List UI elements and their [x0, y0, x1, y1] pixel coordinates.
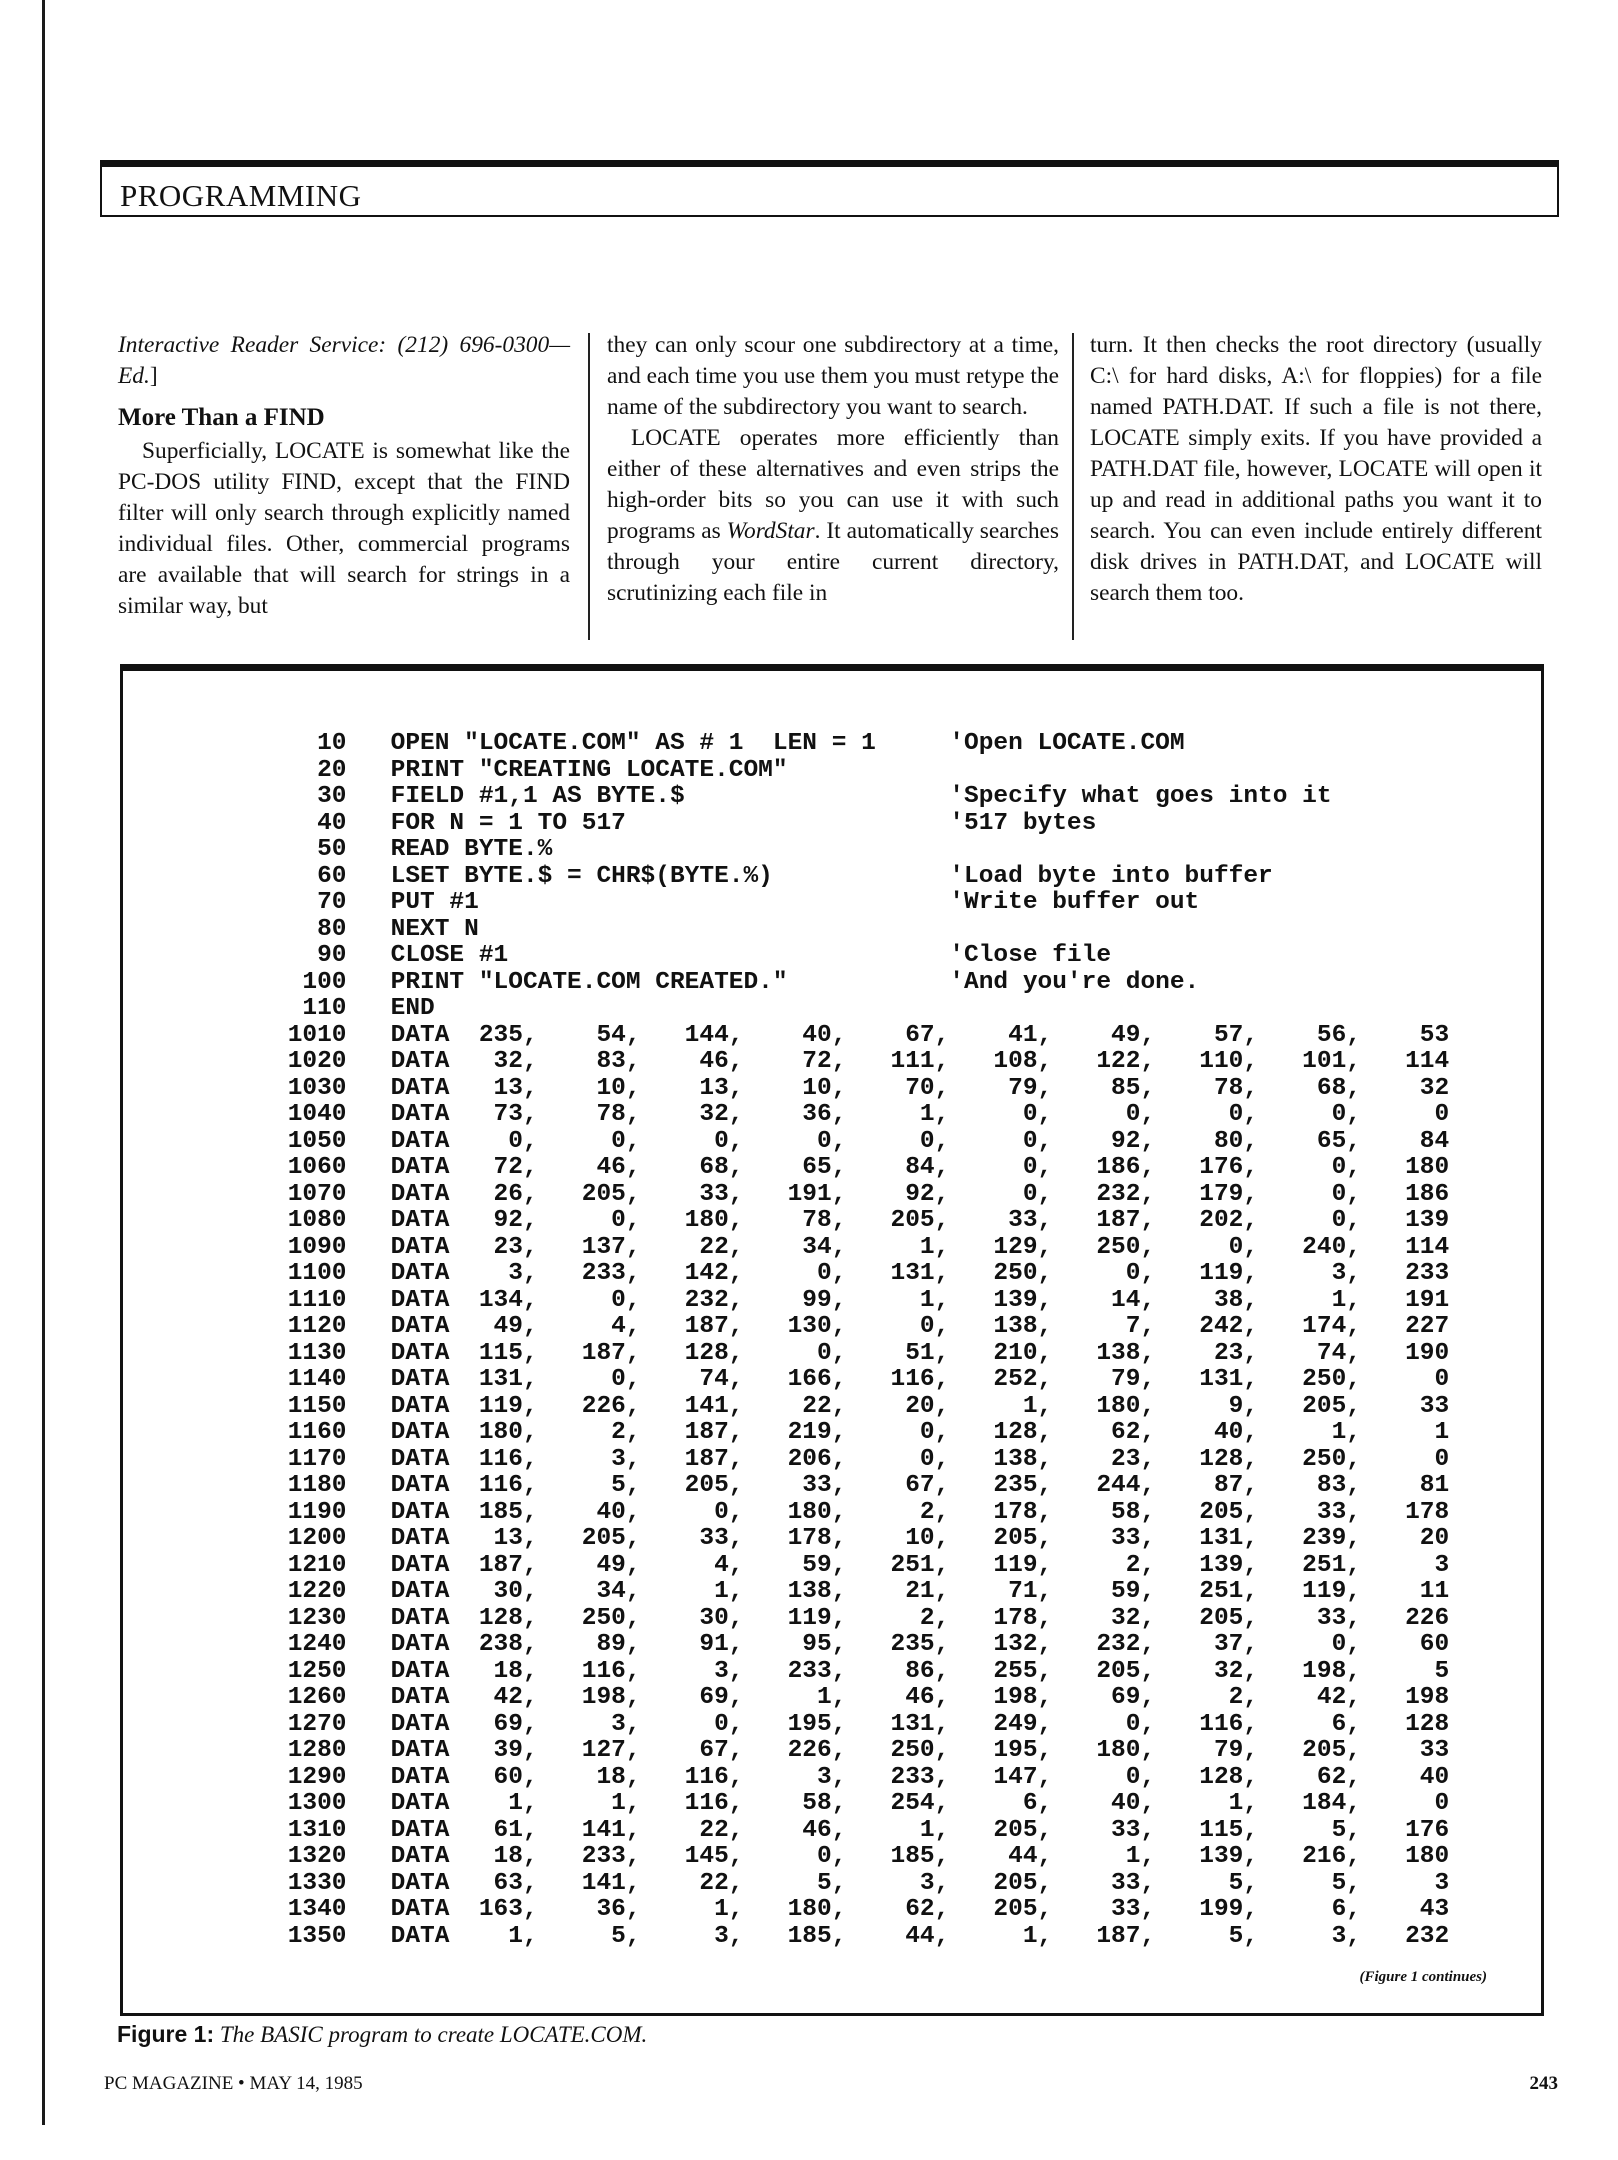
code-line-60: 60 LSET BYTE.$ = CHR$(BYTE.%) 'Load byte into buffer — [273, 862, 1273, 890]
column-divider-2 — [1072, 333, 1074, 640]
data-line-1030: 1030 DATA 13, 10, 13, 10, 70, 79, 85, 78, 68, 32 — [273, 1074, 1450, 1102]
column-divider-1 — [588, 333, 590, 640]
data-line-1320: 1320 DATA 18, 233, 145, 0, 185, 44, 1, 139, 216, 180 — [273, 1843, 1450, 1870]
figure-caption — [117, 2021, 647, 2048]
data-line-1330: 1330 DATA 63, 141, 22, 5, 3, 205, 33, 5, 5, 3 — [273, 1869, 1450, 1897]
col1-paragraph: Superficially, LOCATE is somewhat like the PC-DOS utility FIND, except that the FIND filter will only search through explicitly named individual files. Other, commercial programs are available that will search for strings in a similar way, but — [118, 438, 570, 619]
col2-paragraph-1: they can only scour one subdirectory at a time, and each time you use them you must retype the name of the subdirectory you want to search. — [607, 332, 1059, 420]
data-line-1230: 1230 DATA 128, 250, 30, 119, 2, 178, 32, 205, 33, 226 — [273, 1604, 1450, 1632]
code-line-90: 90 CLOSE #1 'Close file — [273, 942, 1112, 969]
data-line-1270: 1270 DATA 69, 3, 0, 195, 131, 249, 0, 116, 6, 128 — [273, 1710, 1450, 1738]
subheading: More Than a FIND — [118, 404, 325, 431]
data-line-1300: 1300 DATA 1, 1, 116, 58, 254, 6, 40, 1, 184, 0 — [273, 1790, 1450, 1817]
code-line-80: 80 NEXT N — [273, 915, 479, 943]
code-line-30: 30 FIELD #1,1 AS BYTE.$ 'Specify what goes into it — [273, 783, 1332, 810]
data-line-1070: 1070 DATA 26, 205, 33, 191, 92, 0, 232, 179, 0, 186 — [273, 1180, 1450, 1208]
data-line-1240: 1240 DATA 238, 89, 91, 95, 235, 132, 232, 37, 0, 60 — [273, 1631, 1450, 1658]
data-line-1120: 1120 DATA 49, 4, 187, 130, 0, 138, 7, 242, 174, 227 — [273, 1313, 1450, 1340]
data-line-1100: 1100 DATA 3, 233, 142, 0, 131, 250, 0, 119, 3, 233 — [273, 1260, 1450, 1287]
section-title: PROGRAMMING — [120, 178, 362, 213]
data-line-1170: 1170 DATA 116, 3, 187, 206, 0, 138, 23, 128, 250, 0 — [273, 1445, 1450, 1473]
data-line-1340: 1340 DATA 163, 36, 1, 180, 62, 205, 33, 199, 6, 43 — [273, 1896, 1450, 1923]
code-line-110: 110 END — [273, 995, 435, 1022]
data-line-1260: 1260 DATA 42, 198, 69, 1, 46, 198, 69, 2, 42, 198 — [273, 1684, 1450, 1711]
col2-paragraph-2: LOCATE operates more efficiently than either of these alternatives and even strips the high-order bits so you can use it with such programs as WordStar. It automatically searches through your entire current directory, scrutinizing each file in — [607, 425, 1060, 606]
data-line-1110: 1110 DATA 134, 0, 232, 99, 1, 139, 14, 38, 1, 191 — [273, 1286, 1450, 1314]
data-line-1310: 1310 DATA 61, 141, 22, 46, 1, 205, 33, 115, 5, 176 — [273, 1816, 1450, 1844]
data-line-1210: 1210 DATA 187, 49, 4, 59, 251, 119, 2, 139, 251, 3 — [273, 1551, 1450, 1579]
data-line-1250: 1250 DATA 18, 116, 3, 233, 86, 255, 205, 32, 198, 5 — [273, 1657, 1450, 1685]
data-line-1050: 1050 DATA 0, 0, 0, 0, 0, 0, 92, 80, 65, 84 — [273, 1127, 1450, 1155]
data-line-1350: 1350 DATA 1, 5, 3, 185, 44, 1, 187, 5, 3, 232 — [273, 1922, 1450, 1950]
data-line-1290: 1290 DATA 60, 18, 116, 3, 233, 147, 0, 128, 62, 40 — [273, 1763, 1450, 1791]
data-line-1080: 1080 DATA 92, 0, 180, 78, 205, 33, 187, 202, 0, 139 — [273, 1207, 1450, 1234]
text-column-1 — [118, 330, 570, 622]
code-line-100: 100 PRINT "LOCATE.COM CREATED." 'And you're done. — [273, 968, 1200, 996]
data-line-1130: 1130 DATA 115, 187, 128, 0, 51, 210, 138, 23, 74, 190 — [273, 1339, 1450, 1367]
binding-edge-line — [42, 0, 45, 2125]
data-line-1220: 1220 DATA 30, 34, 1, 138, 21, 71, 59, 251, 119, 11 — [273, 1578, 1450, 1605]
wordstar-title: WordStar — [726, 518, 815, 544]
figure-listing-box — [120, 664, 1544, 2016]
data-line-1160: 1160 DATA 180, 2, 187, 219, 0, 128, 62, 40, 1, 1 — [273, 1419, 1450, 1446]
code-line-40: 40 FOR N = 1 TO 517 '517 bytes — [273, 809, 1097, 837]
data-line-1040: 1040 DATA 73, 78, 32, 36, 1, 0, 0, 0, 0, 0 — [273, 1101, 1450, 1128]
data-line-1020: 1020 DATA 32, 83, 46, 72, 111, 108, 122, 110, 101, 114 — [273, 1048, 1450, 1075]
reader-service-note: Interactive Reader Service: (212) 696-0300—Ed. — [118, 332, 570, 389]
section-header — [100, 160, 1559, 217]
data-line-1280: 1280 DATA 39, 127, 67, 226, 250, 195, 180, 79, 205, 33 — [273, 1737, 1450, 1764]
data-line-1190: 1190 DATA 185, 40, 0, 180, 2, 178, 58, 205, 33, 178 — [273, 1498, 1450, 1526]
data-line-1180: 1180 DATA 116, 5, 205, 33, 67, 235, 244, 87, 83, 81 — [273, 1472, 1450, 1499]
figure-continues-note: (Figure 1 continues) — [1359, 1969, 1487, 1985]
footer-page-number: 243 — [1529, 2073, 1558, 2094]
text-column-3 — [1090, 330, 1542, 609]
text-column-2 — [607, 330, 1059, 609]
code-line-10: 10 OPEN "LOCATE.COM" AS # 1 LEN = 1 'Open LOCATE.COM — [273, 730, 1185, 757]
code-line-50: 50 READ BYTE.% — [273, 836, 553, 863]
code-line-20: 20 PRINT "CREATING LOCATE.COM" — [273, 756, 788, 784]
figure-caption-text: The BASIC program to create LOCATE.COM. — [219, 2022, 648, 2047]
data-line-1140: 1140 DATA 131, 0, 74, 166, 116, 252, 79, 131, 250, 0 — [273, 1366, 1450, 1393]
code-line-70: 70 PUT #1 'Write buffer out — [273, 889, 1200, 916]
footer-magazine: PC MAGAZINE • MAY 14, 1985 — [104, 2073, 363, 2094]
data-line-1010: 1010 DATA 235, 54, 144, 40, 67, 41, 49, 57, 56, 53 — [273, 1021, 1450, 1049]
figure-caption-label: Figure 1: — [117, 2021, 215, 2047]
data-line-1090: 1090 DATA 23, 137, 22, 34, 1, 129, 250, 0, 240, 114 — [273, 1233, 1450, 1261]
data-line-1150: 1150 DATA 119, 226, 141, 22, 20, 1, 180, 9, 205, 33 — [273, 1392, 1450, 1420]
data-line-1060: 1060 DATA 72, 46, 68, 65, 84, 0, 186, 176, 0, 180 — [273, 1154, 1450, 1181]
data-line-1200: 1200 DATA 13, 205, 33, 178, 10, 205, 33, 131, 239, 20 — [273, 1525, 1450, 1552]
col3-paragraph: turn. It then checks the root directory (usually C:\ for hard disks, A:\ for floppies) for a file named PATH.DAT. If such a file is not there, LOCATE simply exits. If you have provided a PATH.DAT file, however, LOCATE will open it up and read in additional paths you want it to search. You can even include entirely different disk drives in PATH.DAT, and LOCATE will search them too. — [1090, 332, 1542, 606]
reader-service-bracket: ] — [149, 363, 158, 389]
